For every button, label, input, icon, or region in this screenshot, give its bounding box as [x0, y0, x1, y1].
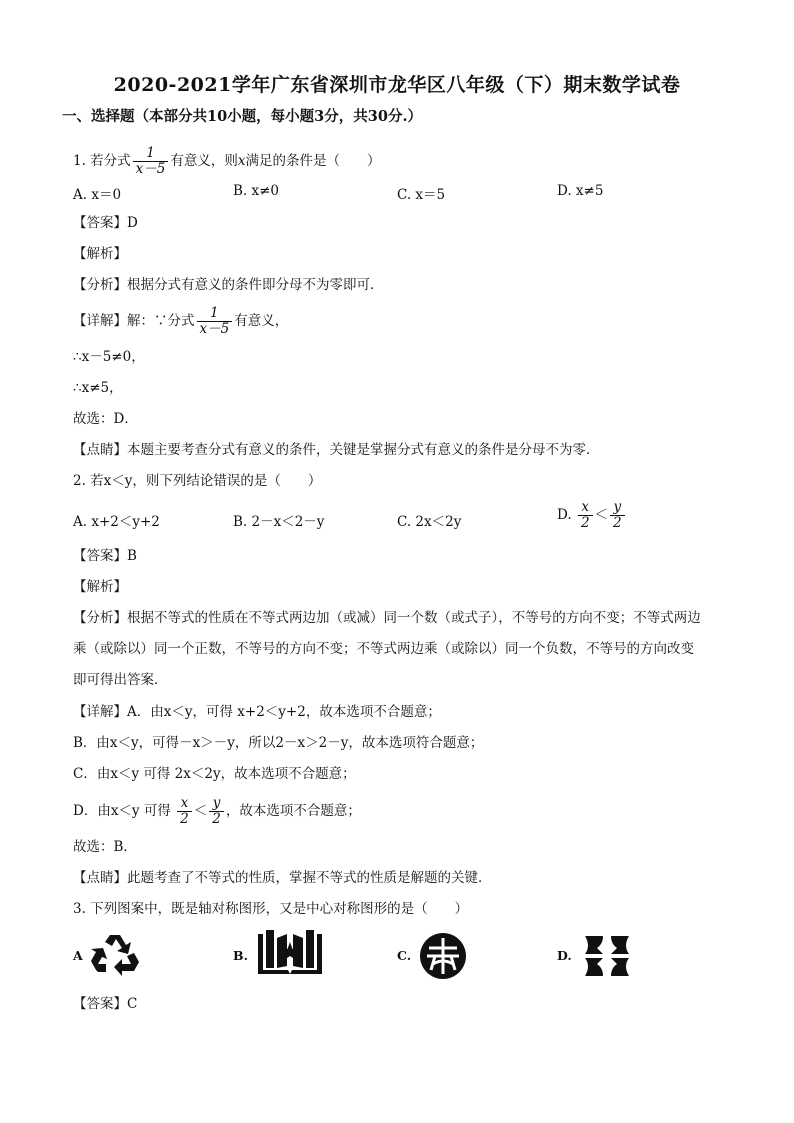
q1-option-c: C. x＝5	[397, 187, 446, 203]
q2-option-d: D. $\frac{x}{2}$ ＜ $\frac{y}{2}$	[557, 500, 627, 531]
recycle-icon	[90, 932, 140, 982]
q2-detail-c: C．由x＜y 可得 2x＜2y，故本选项不合题意；	[73, 766, 356, 782]
q1-comment: 【点睛】本题主要考查分式有意义的条件，关键是掌握分式有意义的条件是分母不为零．	[73, 442, 600, 458]
q2-detail-b: B．由x＜y，可得－x＞－y，所以2－x＞2－y，故本选项符合题意；	[73, 735, 484, 751]
q1-detail: 【详解】解：∵分式 $\frac{1}{x-5}$ 有意义，	[73, 305, 289, 337]
q2-detail-d: D．由x＜y 可得 $\frac{x}{2}$ ＜ $\frac{y}{2}$ ，故本选项不合题意；	[73, 795, 361, 827]
page-title: 2020-2021学年广东省深圳市龙华区八年级（下）期末数学试卷	[113, 74, 681, 96]
book-star-icon	[258, 930, 322, 980]
q2-option-b: B. 2－x＜2－y	[233, 514, 325, 530]
q1-jiexi: 【解析】	[73, 246, 127, 262]
q2-jiexi: 【解析】	[73, 579, 127, 595]
question-1-stem: 1. 若分式 $\frac{1}{x-5}$ 有意义，则x满足的条件是（ ）	[73, 145, 381, 177]
q3-option-c-label: C.	[397, 948, 412, 963]
q2-option-c: C. 2x＜2y	[397, 514, 462, 530]
fraction: $\frac{1}{x-5}$	[197, 306, 233, 337]
fraction: $\frac{1}{x-5}$	[133, 146, 169, 177]
q1-option-a: A. x＝0	[73, 187, 122, 203]
q1-step-2: ∴x≠5，	[73, 380, 123, 396]
q2-analysis-3: 即可得出答案．	[73, 672, 168, 688]
q1-analysis: 【分析】根据分式有意义的条件即分母不为零即可．	[73, 277, 384, 293]
q2-analysis-1: 【分析】根据不等式的性质在不等式两边加（或减）同一个数（或式子），不等号的方向不变；不等式两边	[73, 610, 701, 626]
q1-option-d: D. x≠5	[557, 183, 604, 199]
q2-choose: 故选：B．	[73, 839, 137, 855]
metro-logo-icon	[419, 932, 467, 984]
q2-option-a: A. x+2＜y+2	[73, 514, 160, 530]
question-3-stem: 3. 下列图案中，既是轴对称图形，又是中心对称图形的是（ ）	[73, 901, 469, 917]
q3-option-a-label: A	[73, 948, 83, 963]
q3-option-d-label: D.	[557, 948, 572, 963]
q2-answer: 【答案】B	[73, 548, 137, 564]
q3-option-b-label: B.	[233, 948, 248, 963]
q1-choose: 故选：D．	[73, 411, 138, 427]
q2-detail-a: 【详解】A．由x＜y，可得 x+2＜y+2，故本选项不合题意；	[73, 704, 441, 720]
q2-comment: 【点睛】此题考查了不等式的性质，掌握不等式的性质是解题的关键．	[73, 870, 492, 886]
question-2-stem: 2. 若x＜y，则下列结论错误的是（ ）	[73, 473, 322, 489]
q1-option-b: B. x≠0	[233, 183, 280, 199]
q2-analysis-2: 乘（或除以）同一个正数，不等号的方向不变；不等式两边乘（或除以）同一个负数，不等号的方向改变	[73, 641, 694, 657]
section-heading: 一、选择题（本部分共10小题，每小题3分，共30分.）	[62, 108, 422, 125]
q1-step-1: ∴x－5≠0，	[73, 349, 145, 365]
butterfly-icon	[583, 934, 631, 982]
q3-answer: 【答案】C	[73, 996, 138, 1012]
q1-answer: 【答案】D	[73, 215, 138, 231]
